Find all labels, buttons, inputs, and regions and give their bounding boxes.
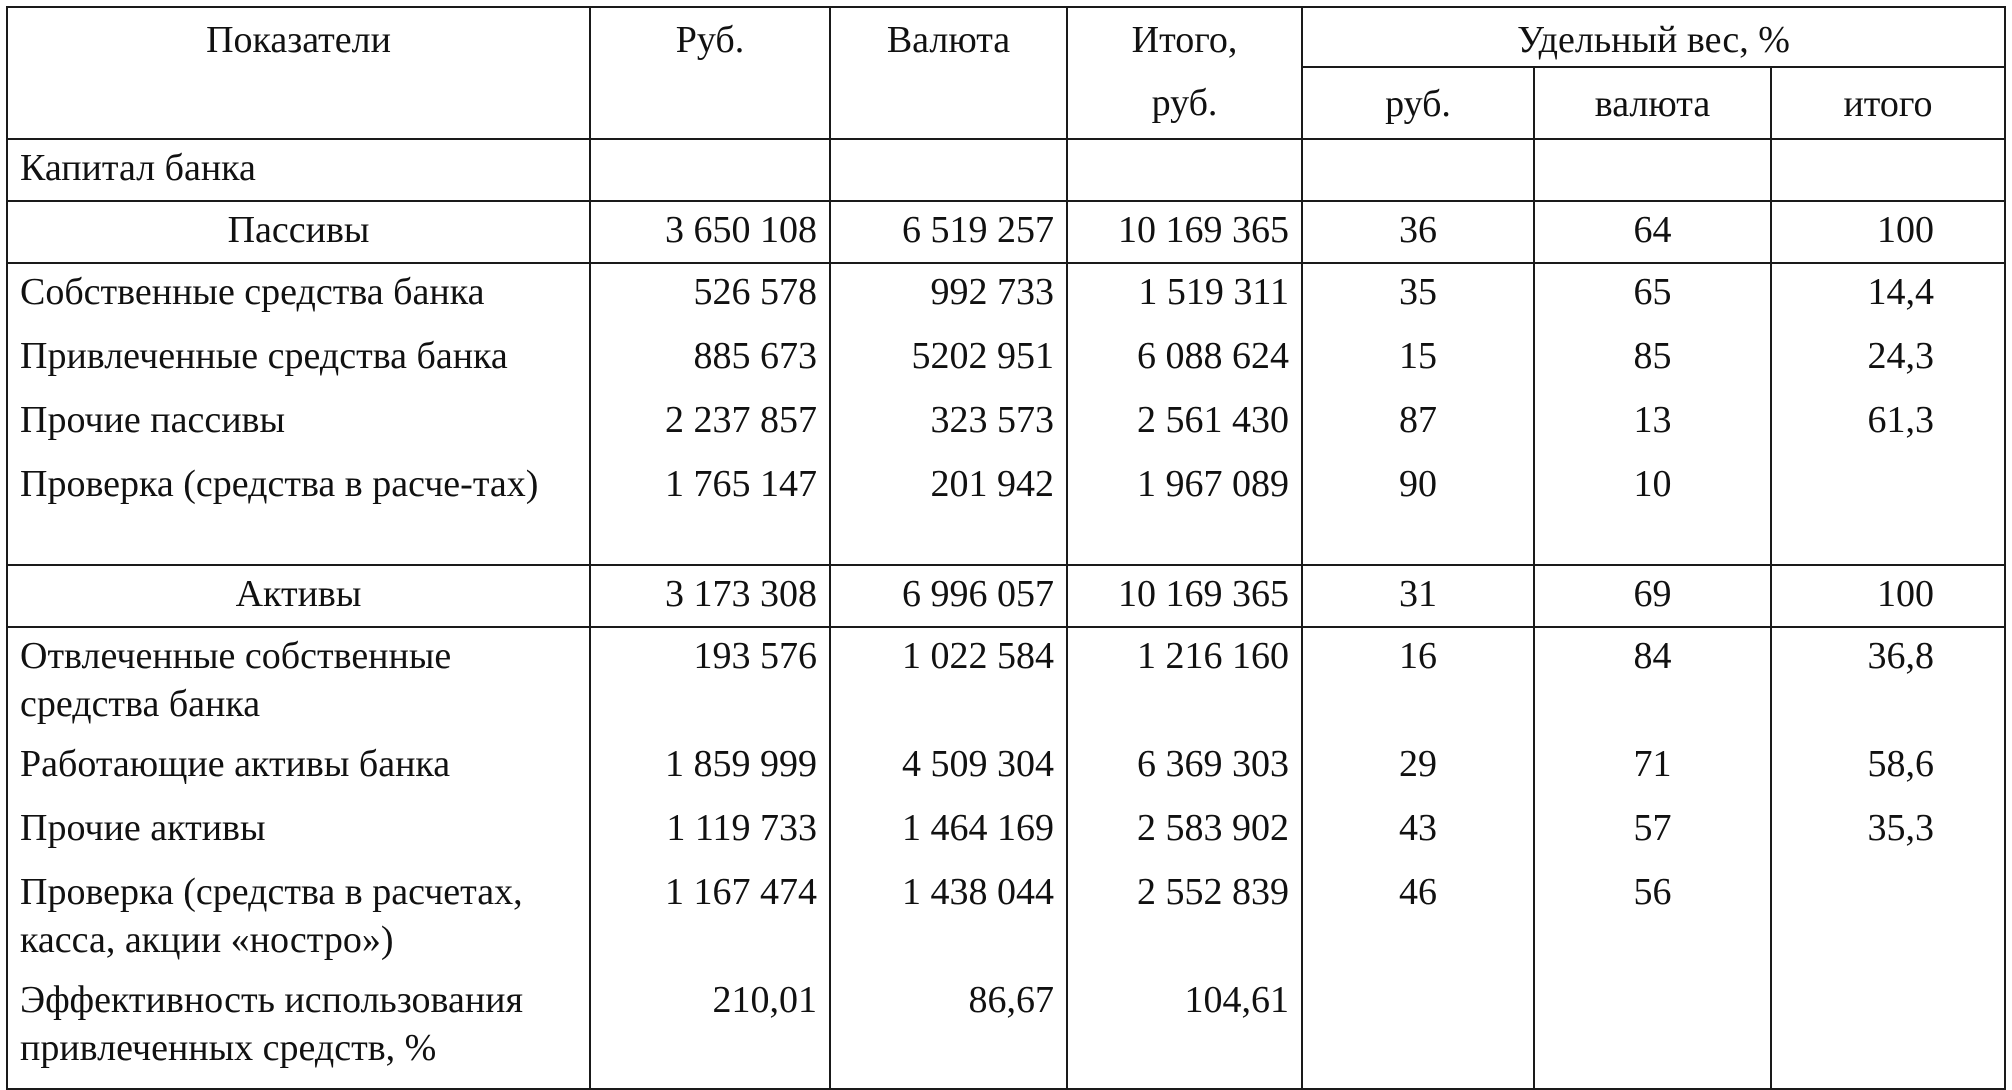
- cell-currency: 4 509 304: [830, 736, 1067, 800]
- cell-empty: [1067, 139, 1302, 201]
- cell-currency: 6 519 257: [830, 201, 1067, 263]
- cell-total: 2 552 839: [1067, 864, 1302, 972]
- cell-share-total: 36,8: [1771, 627, 2005, 736]
- cell-total: 1 216 160: [1067, 627, 1302, 736]
- header-share-group: Удельный вес, %: [1302, 7, 2005, 67]
- row-label: Эффективность использования привлеченных средств, %: [7, 972, 590, 1089]
- cell-currency: 5202 951: [830, 328, 1067, 392]
- cell-empty: [590, 139, 830, 201]
- cell-share-total: 100: [1771, 201, 2005, 263]
- cell-share-rub: 46: [1302, 864, 1534, 972]
- cell-share-total: 14,4: [1771, 263, 2005, 328]
- cell-rub: 193 576: [590, 627, 830, 736]
- cell-currency: 1 438 044: [830, 864, 1067, 972]
- cell-total: 1 519 311: [1067, 263, 1302, 328]
- row-label: Отвлеченные собственные средства банка: [7, 627, 590, 736]
- cell-rub: 3 173 308: [590, 565, 830, 627]
- cell-share-currency: 85: [1534, 328, 1771, 392]
- row-label: Проверка (средства в расче-тах): [7, 456, 590, 565]
- cell-rub: 526 578: [590, 263, 830, 328]
- header-rub: Руб.: [590, 7, 830, 67]
- cell-share-total: [1771, 456, 2005, 565]
- table-row-section: [7, 139, 2005, 201]
- row-label: Прочие активы: [7, 800, 590, 864]
- table-row: [7, 328, 2005, 392]
- cell-share-total: 61,3: [1771, 392, 2005, 456]
- cell-share-total: 58,6: [1771, 736, 2005, 800]
- table-row: [7, 864, 2005, 972]
- header-share-total: итого: [1771, 67, 2005, 139]
- cell-share-rub: 16: [1302, 627, 1534, 736]
- cell-total: 10 169 365: [1067, 565, 1302, 627]
- cell-currency: 86,67: [830, 972, 1067, 1089]
- cell-share-rub: [1302, 972, 1534, 1089]
- cell-total: 2 561 430: [1067, 392, 1302, 456]
- row-label: Пассивы: [7, 201, 590, 263]
- table-row-liabilities: [7, 201, 2005, 263]
- table-row: [7, 736, 2005, 800]
- section-title: Капитал банка: [7, 139, 590, 201]
- cell-rub: 885 673: [590, 328, 830, 392]
- cell-share-rub: 31: [1302, 565, 1534, 627]
- header-total-unit: руб.: [1067, 67, 1302, 139]
- cell-rub: 1 859 999: [590, 736, 830, 800]
- cell-share-total: 24,3: [1771, 328, 2005, 392]
- header-share-rub: руб.: [1302, 67, 1534, 139]
- table-row: [7, 972, 2005, 1089]
- row-label: Прочие пассивы: [7, 392, 590, 456]
- cell-total: 10 169 365: [1067, 201, 1302, 263]
- cell-currency: 6 996 057: [830, 565, 1067, 627]
- cell-share-currency: 65: [1534, 263, 1771, 328]
- cell-currency: 1 022 584: [830, 627, 1067, 736]
- cell-currency: 1 464 169: [830, 800, 1067, 864]
- row-label: Собственные средства банка: [7, 263, 590, 328]
- row-label: Проверка (средства в расчетах, касса, акции «ностро»): [7, 864, 590, 972]
- cell-total: 1 967 089: [1067, 456, 1302, 565]
- cell-share-currency: 10: [1534, 456, 1771, 565]
- cell-rub: 3 650 108: [590, 201, 830, 263]
- bank-capital-table: [6, 6, 2006, 1090]
- row-label: Привлеченные средства банка: [7, 328, 590, 392]
- cell-total: 6 369 303: [1067, 736, 1302, 800]
- cell-total: 2 583 902: [1067, 800, 1302, 864]
- header-currency-empty: [830, 67, 1067, 139]
- cell-share-total: [1771, 864, 2005, 972]
- cell-rub: 2 237 857: [590, 392, 830, 456]
- table-row: [7, 627, 2005, 736]
- header-indicator-empty: [7, 67, 590, 139]
- header-share-currency: валюта: [1534, 67, 1771, 139]
- cell-share-currency: 13: [1534, 392, 1771, 456]
- cell-currency: 992 733: [830, 263, 1067, 328]
- cell-rub: 1 765 147: [590, 456, 830, 565]
- cell-share-rub: 87: [1302, 392, 1534, 456]
- cell-rub: 1 119 733: [590, 800, 830, 864]
- cell-empty: [1302, 139, 1534, 201]
- cell-total: 6 088 624: [1067, 328, 1302, 392]
- cell-share-rub: 36: [1302, 201, 1534, 263]
- cell-currency: 201 942: [830, 456, 1067, 565]
- cell-share-total: [1771, 972, 2005, 1089]
- table-row: [7, 456, 2005, 565]
- table-row: [7, 800, 2005, 864]
- cell-share-currency: 56: [1534, 864, 1771, 972]
- cell-share-rub: 43: [1302, 800, 1534, 864]
- cell-share-currency: [1534, 972, 1771, 1089]
- cell-share-total: 35,3: [1771, 800, 2005, 864]
- cell-rub: 210,01: [590, 972, 830, 1089]
- cell-total: 104,61: [1067, 972, 1302, 1089]
- cell-share-currency: 84: [1534, 627, 1771, 736]
- cell-share-rub: 29: [1302, 736, 1534, 800]
- cell-empty: [830, 139, 1067, 201]
- table-row-assets: [7, 565, 2005, 627]
- header-currency: Валюта: [830, 7, 1067, 67]
- cell-rub: 1 167 474: [590, 864, 830, 972]
- cell-share-total: 100: [1771, 565, 2005, 627]
- cell-empty: [1534, 139, 1771, 201]
- cell-share-rub: 35: [1302, 263, 1534, 328]
- cell-empty: [1771, 139, 2005, 201]
- header-rub-empty: [590, 67, 830, 139]
- row-label: Активы: [7, 565, 590, 627]
- table-row: [7, 263, 2005, 328]
- cell-share-currency: 57: [1534, 800, 1771, 864]
- cell-currency: 323 573: [830, 392, 1067, 456]
- header-indicator: Показатели: [7, 7, 590, 67]
- cell-share-rub: 15: [1302, 328, 1534, 392]
- table-row: [7, 392, 2005, 456]
- row-label: Работающие активы банка: [7, 736, 590, 800]
- cell-share-currency: 64: [1534, 201, 1771, 263]
- cell-share-currency: 69: [1534, 565, 1771, 627]
- cell-share-rub: 90: [1302, 456, 1534, 565]
- header-total: Итого,: [1067, 7, 1302, 67]
- cell-share-currency: 71: [1534, 736, 1771, 800]
